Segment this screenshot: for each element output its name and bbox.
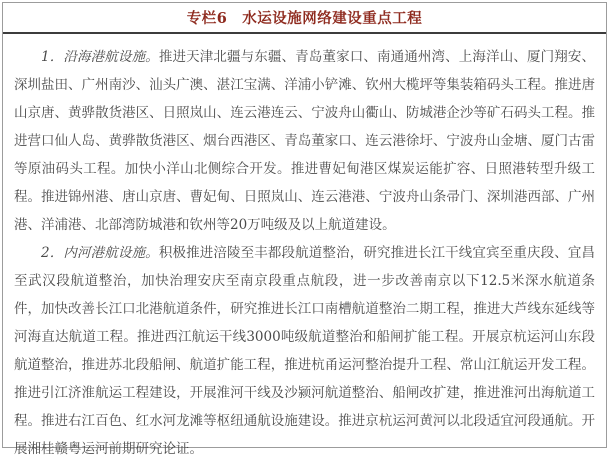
box-title: 专栏6 水运设施网络建设重点工程 — [186, 10, 423, 27]
paragraph-coastal-body: 推进天津北疆与东疆、青岛董家口、南通通州湾、上海洋山、厦门翔安、深圳盐田、广州南沙、汕头广澳、湛江宝满、洋浦小铲滩、钦州大榄坪等集装箱码头工程。推进唐山京唐、黄骅散货港区、日照岚山、连云港连云、宁波舟山衢山、防城港企沙等矿石码头工程。推进营口仙人岛、黄骅散货港区、烟台西港区、青岛董家口、连云港徐圩、宁波舟山金塘、厦门古雷等原油码头工程。加快小洋山北侧综合开发。推进曹妃甸港区煤炭运能扩容、日照港转型升级工程。推进锦州港、唐山京唐、曹妃甸、日照岚山、连云港港、宁波舟山条帚门、深圳港西部、广州港、洋浦港、北部湾防城港和钦州等20万吨级及以上航道建设。 — [14, 49, 596, 233]
box-content — [3, 34, 606, 463]
paragraph-coastal-lead: 1．沿海港航设施。 — [41, 49, 159, 65]
box-title-band — [3, 3, 606, 34]
paragraph-inland-waterways — [14, 239, 595, 463]
paragraph-inland-body: 积极推进涪陵至丰都段航道整治，研究推进长江干线宜宾至重庆段、宜昌至武汉段航道整治，加快治理安庆至南京段重点航段，进一步改善南京以下12.5米深水航道条件，加快改善长江口北港航道条件，研究推进长江口南槽航道整治二期工程，推进大芦线东延线等河海直达航道工程。推进西江航运干线3000吨级航道整治和船闸扩能工程。开展京杭运河山东段航道整治，推进苏北段船闸、航道扩能工程，推进杭甬运河整治提升工程、常山江航运开发工程。推进引江济淮航运工程建设，开展淮河干线及沙颍河航道整治、船闸改扩建，推进淮河出海航道工程。推进右江百色、红水河龙滩等枢纽通航设施建设。推进京杭运河黄河以北段适宜河段通航。开展湘桂赣粤运河前期研究论证。 — [14, 245, 596, 457]
column-box — [2, 2, 607, 457]
paragraph-coastal-ports — [14, 43, 595, 239]
paragraph-inland-lead: 2．内河港航设施。 — [41, 245, 159, 261]
